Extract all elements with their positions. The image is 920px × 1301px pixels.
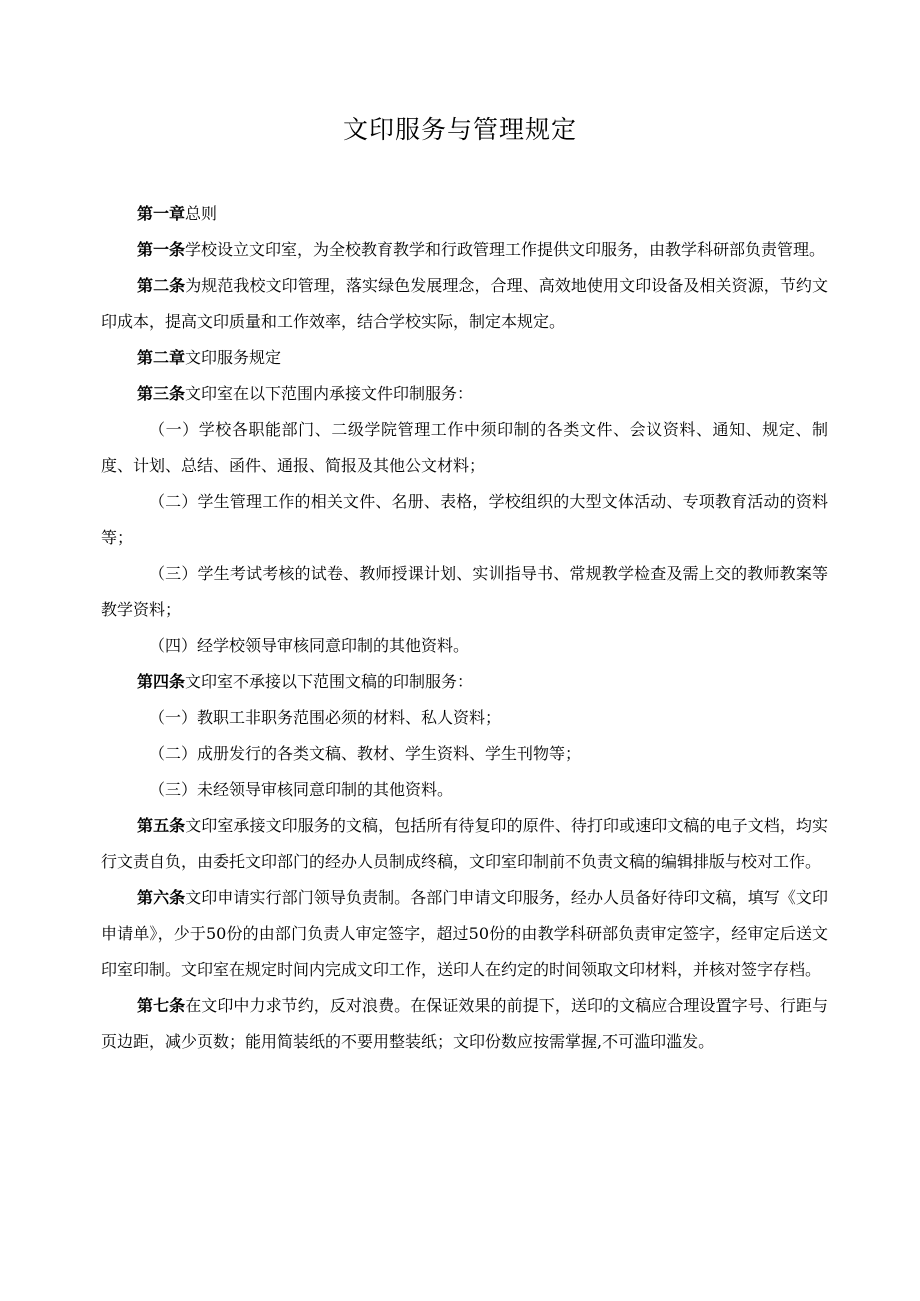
article-text: 文印室承接文印服务的文稿，包括所有待复印的原件、待打印或速印文稿的电子文档，均实行文责自负，由委托文印部门的经办人员制成终稿，文印室印制前不负责文稿的编辑排版与校对工作。 xyxy=(101,816,828,871)
list-item xyxy=(101,556,828,628)
list-item-text: （一）教职工非职务范围必须的材料、私人资料； xyxy=(149,708,502,727)
article-label: 第四条 xyxy=(137,672,186,691)
list-item xyxy=(101,628,828,664)
article-label: 第二条 xyxy=(137,276,186,295)
article-text: 文印申请实行部门领导负责制。各部门申请文印服务，经办人员备好待印文稿，填写《文印申请单》，少于50份的由部门负责人审定签字，超过50份的由教学科研部负责审定签字，经审定后送文印室印制。文印室在规定时间内完成文印工作，送印人在约定的时间领取文印材料，并核对签字存档。 xyxy=(101,888,828,979)
list-item-text: （三）学生考试考核的试卷、教师授课计划、实训指导书、常规教学检查及需上交的教师教案等教学资料； xyxy=(101,564,828,619)
article-paragraph xyxy=(101,664,828,700)
list-item xyxy=(101,700,828,736)
article-paragraph xyxy=(101,880,828,988)
article-text: 学校设立文印室，为全校教育教学和行政管理工作提供文印服务，由教学科研部负责管理。 xyxy=(185,240,826,259)
chapter-label: 第二章 xyxy=(137,348,186,367)
document-body xyxy=(101,196,828,1060)
list-item xyxy=(101,772,828,808)
list-item xyxy=(101,412,828,484)
chapter-text: 文印服务规定 xyxy=(185,348,282,367)
chapter-heading xyxy=(101,340,828,376)
list-item-text: （三）未经领导审核同意印制的其他资料。 xyxy=(149,780,454,799)
article-paragraph xyxy=(101,268,828,340)
chapter-label: 第一章 xyxy=(137,204,186,223)
article-paragraph xyxy=(101,988,828,1060)
article-label: 第五条 xyxy=(137,816,186,835)
article-text: 文印室不承接以下范围文稿的印制服务： xyxy=(185,672,474,691)
chapter-heading xyxy=(101,196,828,232)
article-text: 在文印中力求节约，反对浪费。在保证效果的前提下，送印的文稿应合理设置字号、行距与页边距，减少页数；能用简装纸的不要用整装纸；文印份数应按需掌握,不可滥印滥发。 xyxy=(101,996,828,1051)
list-item-text: （一）学校各职能部门、二级学院管理工作中须印制的各类文件、会议资料、通知、规定、制度、计划、总结、函件、通报、简报及其他公文材料； xyxy=(101,420,828,475)
article-text: 为规范我校文印管理，落实绿色发展理念，合理、高效地使用文印设备及相关资源，节约文印成本，提高文印质量和工作效率，结合学校实际，制定本规定。 xyxy=(101,276,828,331)
list-item-text: （二）成册发行的各类文稿、教材、学生资料、学生刊物等； xyxy=(149,744,582,763)
document-title: 文印服务与管理规定 xyxy=(342,115,577,144)
article-label: 第三条 xyxy=(137,384,186,403)
list-item-text: （二）学生管理工作的相关文件、名册、表格，学校组织的大型文体活动、专项教育活动的资料等； xyxy=(101,492,828,547)
article-paragraph xyxy=(101,808,828,880)
article-label: 第一条 xyxy=(137,240,186,259)
article-paragraph xyxy=(101,376,828,412)
list-item xyxy=(101,484,828,556)
article-paragraph xyxy=(101,232,828,268)
list-item-text: （四）经学校领导审核同意印制的其他资料。 xyxy=(149,636,470,655)
chapter-text: 总则 xyxy=(185,204,218,223)
article-label: 第七条 xyxy=(137,996,186,1015)
article-text: 文印室在以下范围内承接文件印制服务： xyxy=(185,384,474,403)
list-item xyxy=(101,736,828,772)
article-label: 第六条 xyxy=(137,888,186,907)
